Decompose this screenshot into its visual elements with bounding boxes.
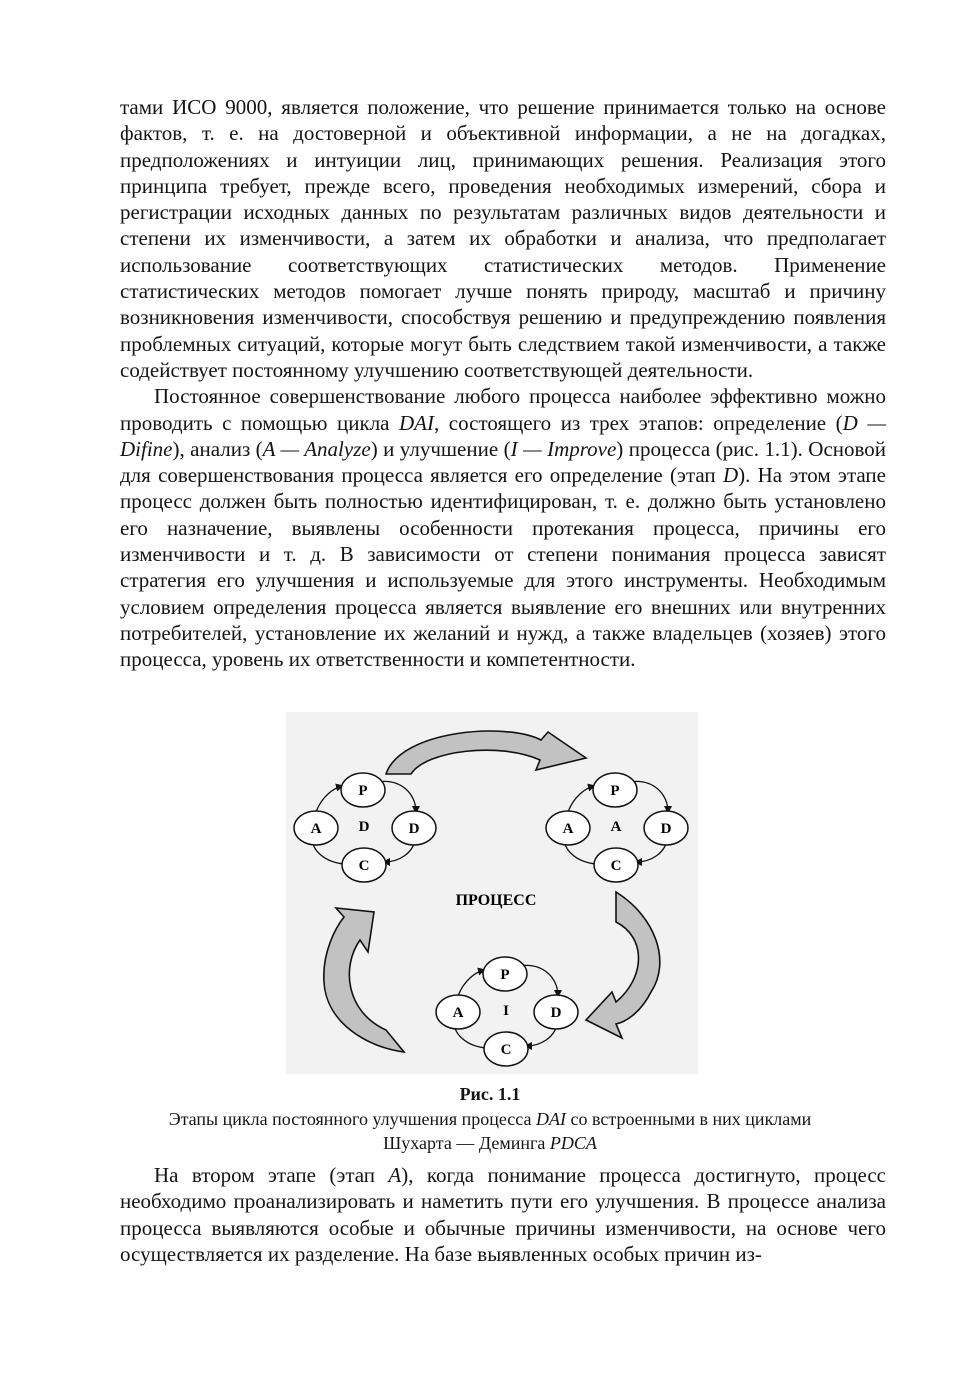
p3-part-b: ), когда понимание процесса достигнуто, процесс необходимо проанализировать и наметить пути его улучшения. В процессе анализа процесса выявляются особые и обычные причины изменчивости, на основе чего осуществляется их разделение. На базе выявленных особых причин из-	[120, 1163, 886, 1266]
paragraph-3	[120, 1162, 886, 1267]
node-a-label: A	[310, 821, 322, 837]
p3-stage-a: A	[388, 1163, 402, 1187]
cycle-center-label: I	[503, 1003, 509, 1019]
p2-part-b: , состоящего из трех этапов: определение (	[434, 410, 843, 435]
p2-improve: I — Improve	[510, 436, 617, 461]
node-p-label: P	[358, 783, 368, 799]
caption-part-b: со встроенными в них циклами	[565, 1109, 812, 1129]
body-text-bottom	[120, 1162, 886, 1267]
node-c-label: C	[610, 858, 622, 874]
node-d-label: D	[660, 821, 672, 837]
node-d-label: D	[408, 821, 420, 837]
node-c-label: C	[358, 858, 370, 874]
caption-part-c: Шухарта — Деминга	[383, 1133, 550, 1153]
dai-diagram	[286, 712, 698, 1074]
p2-stage-d: D	[722, 463, 739, 488]
p2-part-g: ). На этом этапе процесс должен быть полностью идентифицирован, т. е. должно быть установлено его назначение, выявлены особенности протекания процесса, причины его изменчивости и т. д. В зависимости от степени понимания процесса зависят стратегия его улучшения и используемые для этого инструменты. Необходимым условием определения процесса является выявление его внешних или внутренних потребителей, установление их желаний и нужд, а также владельцев (хозяев) этого процесса, уровень их ответственности и компетентности.	[120, 463, 886, 672]
p2-dai: DAI	[399, 410, 435, 435]
process-label: ПРОЦЕСС	[455, 892, 537, 909]
caption-pdca: PDCA	[549, 1133, 597, 1153]
node-a-label: A	[452, 1005, 464, 1021]
p2-part-a: Постоянное совершенствование любого процесса наиболее эффективно можно проводить с помощью цикла	[120, 384, 886, 435]
figure-caption	[0, 1107, 980, 1155]
cycle-center-label: A	[610, 819, 622, 835]
node-d-label: D	[550, 1005, 562, 1021]
node-p-label: P	[610, 783, 620, 799]
node-a-label: A	[562, 821, 574, 837]
caption-part-a: Этапы цикла постоянного улучшения процесса	[168, 1109, 536, 1129]
figure-number: Рис. 1.1	[459, 1084, 521, 1104]
caption-dai: DAI	[535, 1109, 566, 1129]
paragraph-1: тами ИСО 9000, является положение, что решение принимается только на основе фактов, т. е. на достоверной и объективной информации, а не на догадках, предположениях и интуиции лиц, принимающих решения. Реализация этого принципа требует, прежде всего, проведения необходимых измерений, сбора и регистрации исходных данных по результатам различных видов деятельности и степени их изменчивости, а затем их обработки и анализа, что предполагает использование соответствующих статистических методов. Применение статистических методов помогает лучше понять природу, масштаб и причину возникновения изменчивости, способствуя решению и предупреждению появления проблемных ситуаций, которые могут быть следствием такой изменчивости, а также содействует постоянному улучшению соответствующей деятельности.	[120, 95, 886, 382]
p2-part-c: ), анализ (	[172, 436, 263, 461]
cycle-center-label: D	[358, 819, 370, 835]
body-text-top	[120, 94, 886, 673]
p2-define: D — Difine	[120, 410, 886, 461]
p2-analyze: A — Analyze	[262, 436, 371, 461]
p3-part-a: На втором этапе (этап	[154, 1163, 389, 1187]
paragraph-2	[120, 383, 886, 672]
node-p-label: P	[500, 967, 510, 983]
node-c-label: C	[500, 1042, 512, 1058]
p2-part-f: ) процесса (рис. 1.1). Основой для совершенствования процесса является его определение (этап	[120, 436, 887, 488]
p2-part-e: ) и улучшение (	[370, 436, 511, 461]
